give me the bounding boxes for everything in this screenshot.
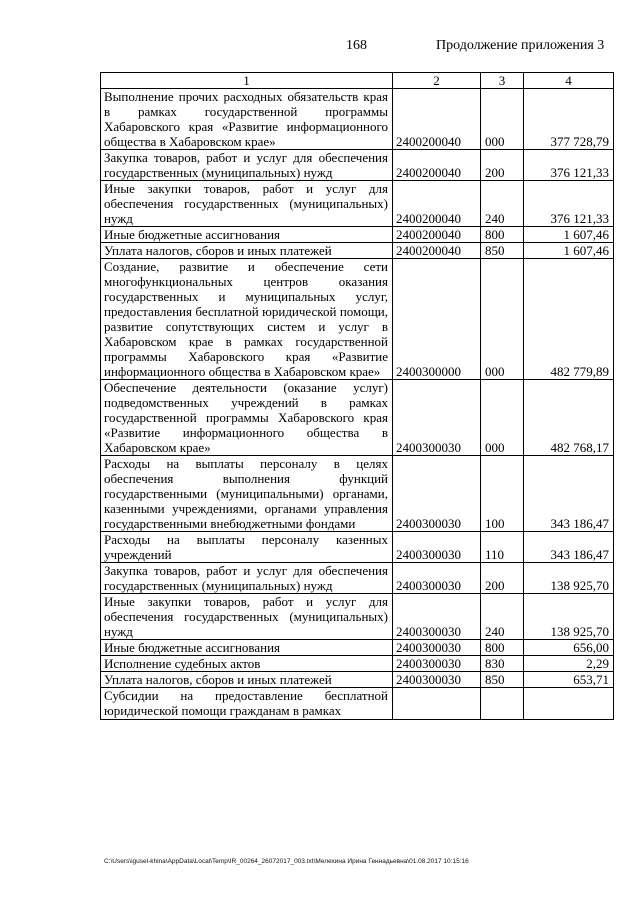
row-expense-type: 000	[481, 89, 524, 150]
table-row	[101, 380, 614, 456]
column-header: 3	[481, 73, 524, 89]
row-description: Уплата налогов, сборов и иных платежей	[101, 243, 393, 259]
row-amount: 482 779,89	[524, 259, 614, 380]
row-description: Исполнение судебных актов	[101, 656, 393, 672]
row-description: Субсидии на предоставление бесплатной юридической помощи гражданам в рамках	[101, 688, 393, 720]
row-description: Иные закупки товаров, работ и услуг для обеспечения государственных (муниципальных) нужд	[101, 594, 393, 640]
row-description: Выполнение прочих расходных обязательств края в рамках государственной программы Хабаровского края «Развитие информационного общества в Хабаровском крае»	[101, 89, 393, 150]
row-amount: 343 186,47	[524, 532, 614, 563]
row-description: Иные бюджетные ассигнования	[101, 227, 393, 243]
row-code: 2400200040	[393, 181, 481, 227]
row-expense-type: 200	[481, 563, 524, 594]
row-description: Уплата налогов, сборов и иных платежей	[101, 672, 393, 688]
table-row	[101, 563, 614, 594]
row-code	[393, 688, 481, 720]
row-code: 2400300030	[393, 532, 481, 563]
row-amount: 138 925,70	[524, 563, 614, 594]
table-row	[101, 688, 614, 720]
row-code: 2400300030	[393, 380, 481, 456]
row-description: Расходы на выплаты персоналу казенных учреждений	[101, 532, 393, 563]
row-code: 2400300030	[393, 456, 481, 532]
table-row	[101, 150, 614, 181]
row-amount: 1 607,46	[524, 243, 614, 259]
row-amount: 343 186,47	[524, 456, 614, 532]
row-expense-type: 000	[481, 380, 524, 456]
row-description: Иные закупки товаров, работ и услуг для обеспечения государственных (муниципальных) нужд	[101, 181, 393, 227]
column-header: 2	[393, 73, 481, 89]
row-code: 2400300030	[393, 640, 481, 656]
row-description: Расходы на выплаты персоналу в целях обеспечения выполнения функций государственными (муниципальными) органами, казенными учреждениями, органами управления государственными внебюджетными фондами	[101, 456, 393, 532]
row-amount: 376 121,33	[524, 181, 614, 227]
row-description: Создание, развитие и обеспечение сети многофункциональных центров оказания государственных и муниципальных услуг, предоставления бесплатной юридической помощи, развитие сопутствующих систем и услуг в Хабаровском крае в рамках государственной программы Хабаровского края «Развитие информационного общества в Хабаровском крае»	[101, 259, 393, 380]
row-expense-type: 000	[481, 259, 524, 380]
row-expense-type: 800	[481, 640, 524, 656]
table-row	[101, 640, 614, 656]
row-code: 2400300030	[393, 672, 481, 688]
table-header-row	[101, 73, 614, 89]
budget-table	[100, 72, 614, 720]
row-amount: 656,00	[524, 640, 614, 656]
row-expense-type: 850	[481, 243, 524, 259]
row-expense-type: 800	[481, 227, 524, 243]
row-amount	[524, 688, 614, 720]
row-code: 2400300000	[393, 259, 481, 380]
row-expense-type: 240	[481, 594, 524, 640]
row-amount: 482 768,17	[524, 380, 614, 456]
table-row	[101, 243, 614, 259]
row-code: 2400300030	[393, 563, 481, 594]
row-expense-type: 830	[481, 656, 524, 672]
continuation-caption: Продолжение приложения 3	[436, 38, 605, 53]
row-amount: 2,29	[524, 656, 614, 672]
row-code: 2400200040	[393, 150, 481, 181]
file-path-footer: C:\Users\igusel-khina\AppData\Local\Temp\IR_00264_26072017_003.txt\Мелехина Ирина Геннадьевна\01.08.2017 10:15:16	[104, 858, 469, 865]
row-code: 2400200040	[393, 89, 481, 150]
row-amount: 376 121,33	[524, 150, 614, 181]
table-row	[101, 259, 614, 380]
row-code: 2400200040	[393, 227, 481, 243]
table-row	[101, 89, 614, 150]
row-amount: 1 607,46	[524, 227, 614, 243]
table-row	[101, 532, 614, 563]
table-row	[101, 456, 614, 532]
row-expense-type: 240	[481, 181, 524, 227]
row-code: 2400300030	[393, 656, 481, 672]
row-description: Иные бюджетные ассигнования	[101, 640, 393, 656]
row-expense-type: 110	[481, 532, 524, 563]
table-row	[101, 181, 614, 227]
row-description: Обеспечение деятельности (оказание услуг) подведомственных учреждений в рамках государственной программы Хабаровского края «Развитие информационного общества в Хабаровском крае»	[101, 380, 393, 456]
table-row	[101, 672, 614, 688]
row-description: Закупка товаров, работ и услуг для обеспечения государственных (муниципальных) нужд	[101, 150, 393, 181]
row-amount: 138 925,70	[524, 594, 614, 640]
row-amount: 377 728,79	[524, 89, 614, 150]
page-number: 168	[346, 38, 367, 53]
table-row	[101, 656, 614, 672]
row-description: Закупка товаров, работ и услуг для обеспечения государственных (муниципальных) нужд	[101, 563, 393, 594]
row-expense-type: 850	[481, 672, 524, 688]
table-row	[101, 594, 614, 640]
column-header: 4	[524, 73, 614, 89]
table-row	[101, 227, 614, 243]
row-amount: 653,71	[524, 672, 614, 688]
row-code: 2400300030	[393, 594, 481, 640]
column-header: 1	[101, 73, 393, 89]
row-expense-type: 200	[481, 150, 524, 181]
row-expense-type	[481, 688, 524, 720]
row-code: 2400200040	[393, 243, 481, 259]
row-expense-type: 100	[481, 456, 524, 532]
